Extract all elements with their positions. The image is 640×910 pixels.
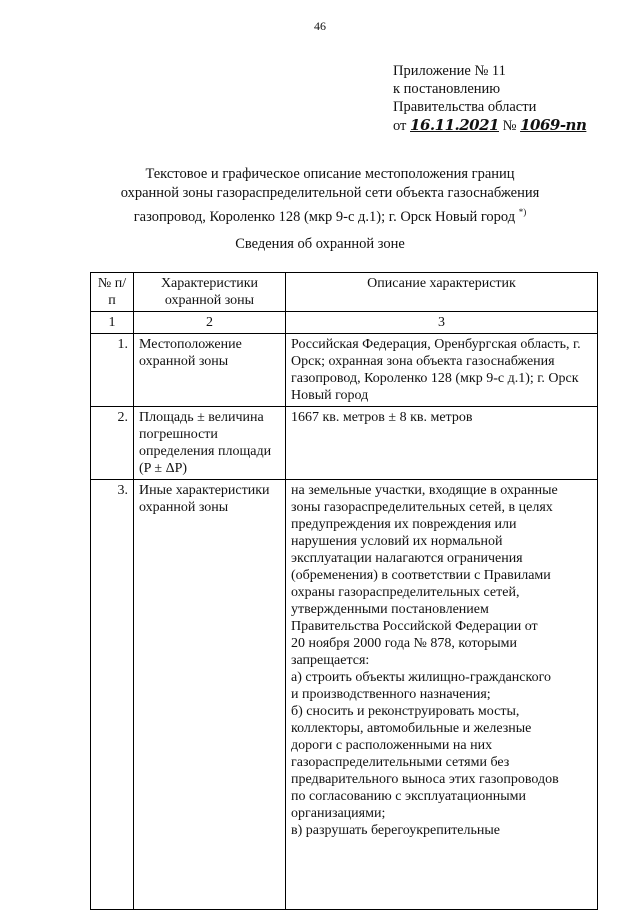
description-line: предупреждения их повреждения или xyxy=(291,517,517,532)
header-description: Описание характеристик xyxy=(286,273,598,312)
row-number: 2. xyxy=(91,407,134,480)
description-line: коллекторы, автомобильные и железные xyxy=(291,721,532,736)
appendix-line-3: Правительства области xyxy=(393,99,537,115)
zone-table xyxy=(90,272,598,910)
description-line: (обременения) в соответствии с Правилами xyxy=(291,568,551,583)
description-line: запрещается: xyxy=(291,653,370,668)
index-cell-1: 1 xyxy=(91,312,134,334)
description-line: предварительного выноса этих газопроводов xyxy=(291,772,559,787)
row-characteristic: Местоположение охранной зоны xyxy=(134,334,286,407)
description-line: охраны газораспределительных сетей, xyxy=(291,585,520,600)
appendix-line-1: Приложение № 11 xyxy=(393,63,506,79)
description-line: Правительства Российской Федерации от xyxy=(291,619,538,634)
table-index-row xyxy=(91,312,598,334)
document-title xyxy=(60,165,600,227)
row-number: 1. xyxy=(91,334,134,407)
row-characteristic: Иные характеристики охранной зоны xyxy=(134,480,286,910)
description-line: а) строить объекты жилищно-гражданского xyxy=(291,670,551,685)
description-line: и производственного назначения; xyxy=(291,687,491,702)
number-prefix: № xyxy=(502,118,517,134)
header-characteristic: Характеристики охранной зоны xyxy=(134,273,286,312)
section-subtitle: Сведения об охранной зоне xyxy=(235,236,405,252)
row-description xyxy=(286,480,598,910)
row-description: Российская Федерация, Оренбургская область, г. Орск; охранная зона объекта газоснабжения газопровод, Короленко 128 (мкр 9-с д.1); г. Орск Новый город xyxy=(286,334,598,407)
table-row xyxy=(91,480,598,910)
appendix-block xyxy=(393,62,586,135)
description-line: в) разрушать берегоукрепительные xyxy=(291,823,501,838)
row-characteristic: Площадь ± величина погрешности определения площади (P ± ΔP) xyxy=(134,407,286,480)
description-line: б) сносить и реконструировать мосты, xyxy=(291,704,520,719)
index-cell-2: 2 xyxy=(134,312,286,334)
description-line: дороги с расположенными на них xyxy=(291,738,493,753)
date-prefix: от xyxy=(393,118,407,134)
title-line-2: охранной зоны газораспределительной сети объекта газоснабжения xyxy=(120,185,540,201)
description-line: эксплуатации налагаются ограничения xyxy=(291,551,523,566)
footnote-mark: *) xyxy=(518,207,527,217)
appendix-line-2: к постановлению xyxy=(393,81,501,97)
handwritten-number: 1069-пп xyxy=(520,116,587,134)
description-line: зоны газораспределительных сетей, в целях xyxy=(291,500,553,515)
description-line: газораспределительными сетями без xyxy=(291,755,510,770)
description-line: организациями; xyxy=(291,806,386,821)
index-cell-3: 3 xyxy=(286,312,598,334)
table-row xyxy=(91,334,598,407)
title-line-3-wrap xyxy=(60,203,600,227)
header-number: № п/п xyxy=(91,273,134,312)
handwritten-date: 16.11.2021 xyxy=(410,116,499,134)
appendix-date-line xyxy=(393,116,586,135)
description-line: на земельные участки, входящие в охранные xyxy=(291,483,558,498)
row-number: 3. xyxy=(91,480,134,910)
description-line: нарушения условий их нормальной xyxy=(291,534,503,549)
row-description: 1667 кв. метров ± 8 кв. метров xyxy=(286,407,598,480)
table-header-row xyxy=(91,273,598,312)
title-line-1: Текстовое и графическое описание местоположения границ xyxy=(145,166,515,182)
title-line-3: газопровод, Короленко 128 (мкр 9-с д.1); г. Орск Новый город xyxy=(133,208,516,225)
description-line: по согласованию с эксплуатационными xyxy=(291,789,526,804)
table-row xyxy=(91,407,598,480)
description-line: утвержденными постановлением xyxy=(291,602,489,617)
description-line: 20 ноября 2000 года № 878, которыми xyxy=(291,636,518,651)
page-number: 46 xyxy=(314,19,326,33)
